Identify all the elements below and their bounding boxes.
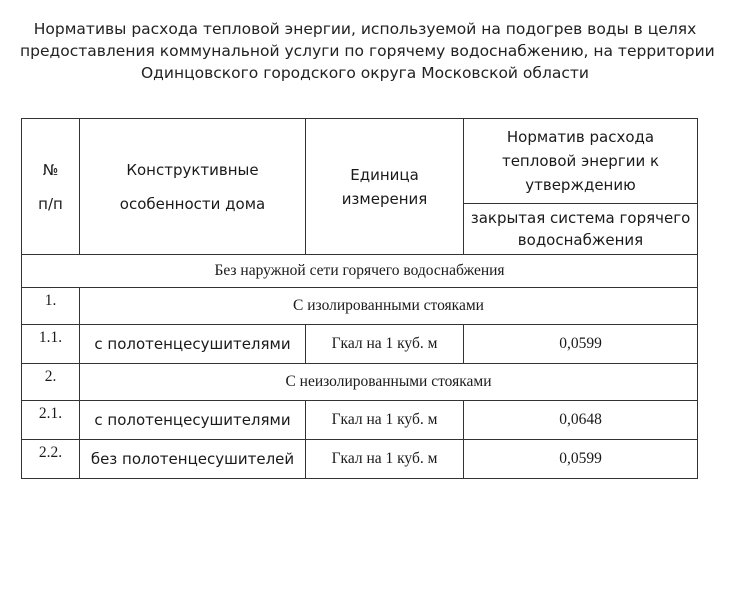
row-unit: Гкал на 1 куб. м [306, 401, 464, 440]
row-num: 1.1. [22, 325, 80, 364]
header-system-line1: закрытая система горячего [470, 209, 691, 227]
row-unit: Гкал на 1 куб. м [306, 440, 464, 479]
header-features-line1: Конструктивные [126, 160, 259, 179]
row-unit: Гкал на 1 куб. м [306, 325, 464, 364]
table-row [22, 325, 698, 364]
section-label: Без наружной сети горячего водоснабжения [22, 255, 698, 288]
row-feature: с полотенцесушителями [80, 401, 306, 440]
section-row [22, 255, 698, 288]
row-value: 0,0599 [464, 440, 698, 479]
title-line-3: Одинцовского городского округа Московской области [140, 64, 590, 82]
header-unit-line1: Единица [350, 165, 419, 184]
norms-table [21, 118, 698, 479]
header-unit [306, 119, 464, 255]
header-num-line1: № [42, 160, 59, 179]
group-num: 1. [22, 288, 80, 325]
header-num-line2: п/п [38, 194, 63, 213]
title-line-2: предоставления коммунальной услуги по горячему водоснабжению, на территории [20, 42, 715, 60]
header-system [464, 204, 698, 255]
row-feature: без полотенцесушителей [80, 440, 306, 479]
header-system-line2: водоснабжения [517, 231, 644, 249]
table-row [22, 440, 698, 479]
group-label: С неизолированными стояками [80, 364, 698, 401]
document-title [20, 18, 715, 84]
header-row [22, 119, 698, 204]
row-feature: с полотенцесушителями [80, 325, 306, 364]
header-features [80, 119, 306, 255]
row-num: 2.1. [22, 401, 80, 440]
row-value: 0,0599 [464, 325, 698, 364]
row-num: 2.2. [22, 440, 80, 479]
group-label: С изолированными стояками [80, 288, 698, 325]
title-line-1: Нормативы расхода тепловой энергии, используемой на подогрев воды в целях [33, 20, 697, 38]
group-row [22, 288, 698, 325]
group-row [22, 364, 698, 401]
group-num: 2. [22, 364, 80, 401]
header-num [22, 119, 80, 255]
header-norm [464, 119, 698, 204]
row-value: 0,0648 [464, 401, 698, 440]
header-norm-line2: тепловой энергии к [501, 152, 660, 170]
header-norm-line1: Норматив расхода [506, 128, 655, 146]
table-row [22, 401, 698, 440]
header-features-line2: особенности дома [119, 194, 266, 213]
header-norm-line3: утверждению [525, 176, 636, 194]
header-unit-line2: измерения [341, 189, 428, 208]
